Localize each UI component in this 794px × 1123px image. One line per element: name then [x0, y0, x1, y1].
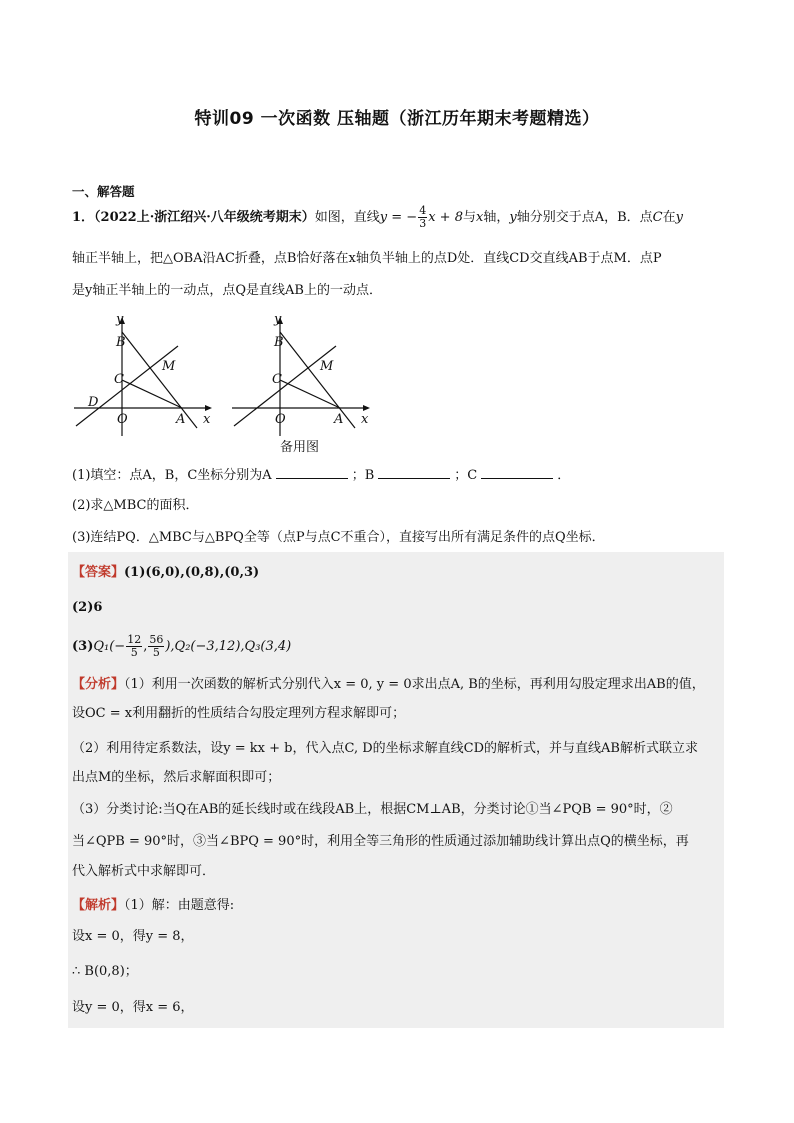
math-symbol: x [475, 210, 484, 225]
label-d: D [88, 395, 99, 410]
fraction-denominator: 5 [152, 646, 160, 659]
problem-text: 轴， [483, 210, 510, 225]
question-text: ；B [351, 468, 375, 483]
analysis-line-6: 当∠QPB = 90°时，③当∠BPQ = 90°时，利用全等三角形的性质通过添加辅助线计算出点Q的横坐标，再 [72, 834, 689, 849]
x-axis-arrow [205, 405, 212, 411]
math-symbol: C [652, 210, 663, 225]
label-o: O [117, 412, 128, 427]
label-m: M [320, 359, 334, 374]
label-b: B [274, 335, 284, 350]
solution-line-1 [72, 896, 724, 916]
answer-line-1 [72, 563, 724, 583]
math-symbol: y [509, 210, 517, 225]
fraction-denominator: 3 [419, 217, 427, 230]
answer-blank-b [378, 466, 450, 479]
answer-part-3: (3) [72, 639, 94, 654]
analysis-line-4: 出点M的坐标，然后求解面积即可； [72, 770, 281, 785]
solution-line-2: 设x = 0，得y = 8， [72, 929, 194, 944]
label-y: y [274, 312, 282, 327]
solution-line-3: ∴ B(0,8)； [72, 964, 138, 979]
answer-blank-c [481, 466, 553, 479]
figure-main [72, 308, 222, 438]
problem-source: （2022上·浙江绍兴·八年级统考期末） [94, 210, 315, 225]
equation-part: y = − [379, 210, 418, 225]
problem-text: 如图，直线 [314, 210, 380, 225]
section-heading: 一、解答题 [72, 184, 135, 199]
solution-text: （1）解：由题意得: [124, 898, 235, 913]
problem-line-1 [72, 205, 724, 230]
label-m: M [162, 359, 176, 374]
analysis-line-2: 设OC = x利用翻折的性质结合勾股定理列方程求解即可； [72, 706, 406, 721]
answer-coordinate: ),Q₂(−3,12),Q₃(3,4) [165, 639, 292, 654]
line-ab [280, 332, 355, 428]
answer-fraction-2 [148, 634, 164, 659]
label-a: A [334, 412, 344, 427]
solution-tag: 【解析】 [72, 898, 125, 913]
label-b: B [116, 335, 126, 350]
math-symbol: y [675, 210, 683, 225]
segment-ac [280, 380, 340, 408]
answer-tag: 【答案】 [72, 565, 125, 580]
label-x: x [361, 412, 369, 427]
label-c: C [114, 372, 124, 387]
figure-backup [230, 308, 380, 438]
figure-caption: 备用图 [280, 440, 320, 455]
analysis-text: （1）利用一次函数的解析式分别代入x = 0, y = 0求出点A, B的坐标，再利用勾股定理求出AB的值， [124, 677, 705, 692]
fraction-numerator: 56 [149, 633, 164, 646]
x-axis-arrow [363, 405, 370, 411]
line-ab [122, 332, 197, 428]
answer-line-2: (2)6 [72, 600, 103, 615]
label-c: C [272, 372, 282, 387]
problem-line-2: 轴正半轴上，把△OBA沿AC折叠，点B恰好落在x轴负半轴上的点D处．直线CD交直线AB于点M．点P [72, 251, 662, 266]
label-x: x [203, 412, 211, 427]
analysis-line-1 [72, 675, 724, 695]
answer-line-3 [72, 634, 724, 659]
answer-coordinate: Q₁(− [93, 639, 126, 654]
question-text: (1)填空：点A，B，C坐标分别为A [72, 468, 272, 483]
fraction-denominator: 5 [130, 646, 138, 659]
problem-text: 与 [462, 210, 476, 225]
problem-number: 1． [72, 210, 95, 225]
problem-text: 在 [662, 210, 676, 225]
answer-separator: , [143, 639, 148, 654]
fraction-numerator: 12 [127, 633, 142, 646]
answer-blank-a [276, 466, 348, 479]
analysis-line-7: 代入解析式中求解即可． [72, 864, 216, 879]
problem-line-3: 是y轴正半轴上的一动点，点Q是直线AB上的一动点． [72, 283, 382, 298]
question-1 [72, 466, 724, 486]
page-title: 特训09 一次函数 压轴题（浙江历年期末考题精选） [194, 109, 600, 129]
analysis-line-3: （2）利用待定系数法，设y = kx + b，代入点C, D的坐标求解直线CD的解析式，并与直线AB解析式联立求 [72, 741, 698, 756]
label-y: y [116, 312, 124, 327]
fraction-numerator: 4 [419, 204, 427, 217]
equation-part: x + 8 [428, 210, 463, 225]
label-a: A [176, 412, 186, 427]
question-3: (3)连结PQ．△MBC与△BPQ全等（点P与点C不重合），直接写出所有满足条件的点Q坐标． [72, 530, 605, 545]
question-2: (2)求△MBC的面积． [72, 498, 199, 513]
solution-line-4: 设y = 0，得x = 6， [72, 1000, 194, 1015]
label-o: O [275, 412, 286, 427]
answer-fraction-1 [126, 634, 142, 659]
question-text: ． [557, 468, 571, 483]
segment-ac [122, 380, 182, 408]
answer-part-1: (1)(6,0),(0,8),(0,3) [124, 565, 260, 580]
analysis-tag: 【分析】 [72, 677, 125, 692]
question-text: ；C [454, 468, 478, 483]
analysis-line-5: （3）分类讨论:当Q在AB的延长线时或在线段AB上，根据CM⊥AB，分类讨论①当∠PQB = 90°时，② [72, 802, 673, 817]
equation-fraction [418, 205, 427, 230]
problem-text: 轴分别交于点A，B．点 [516, 210, 653, 225]
solution-block [68, 552, 724, 1028]
